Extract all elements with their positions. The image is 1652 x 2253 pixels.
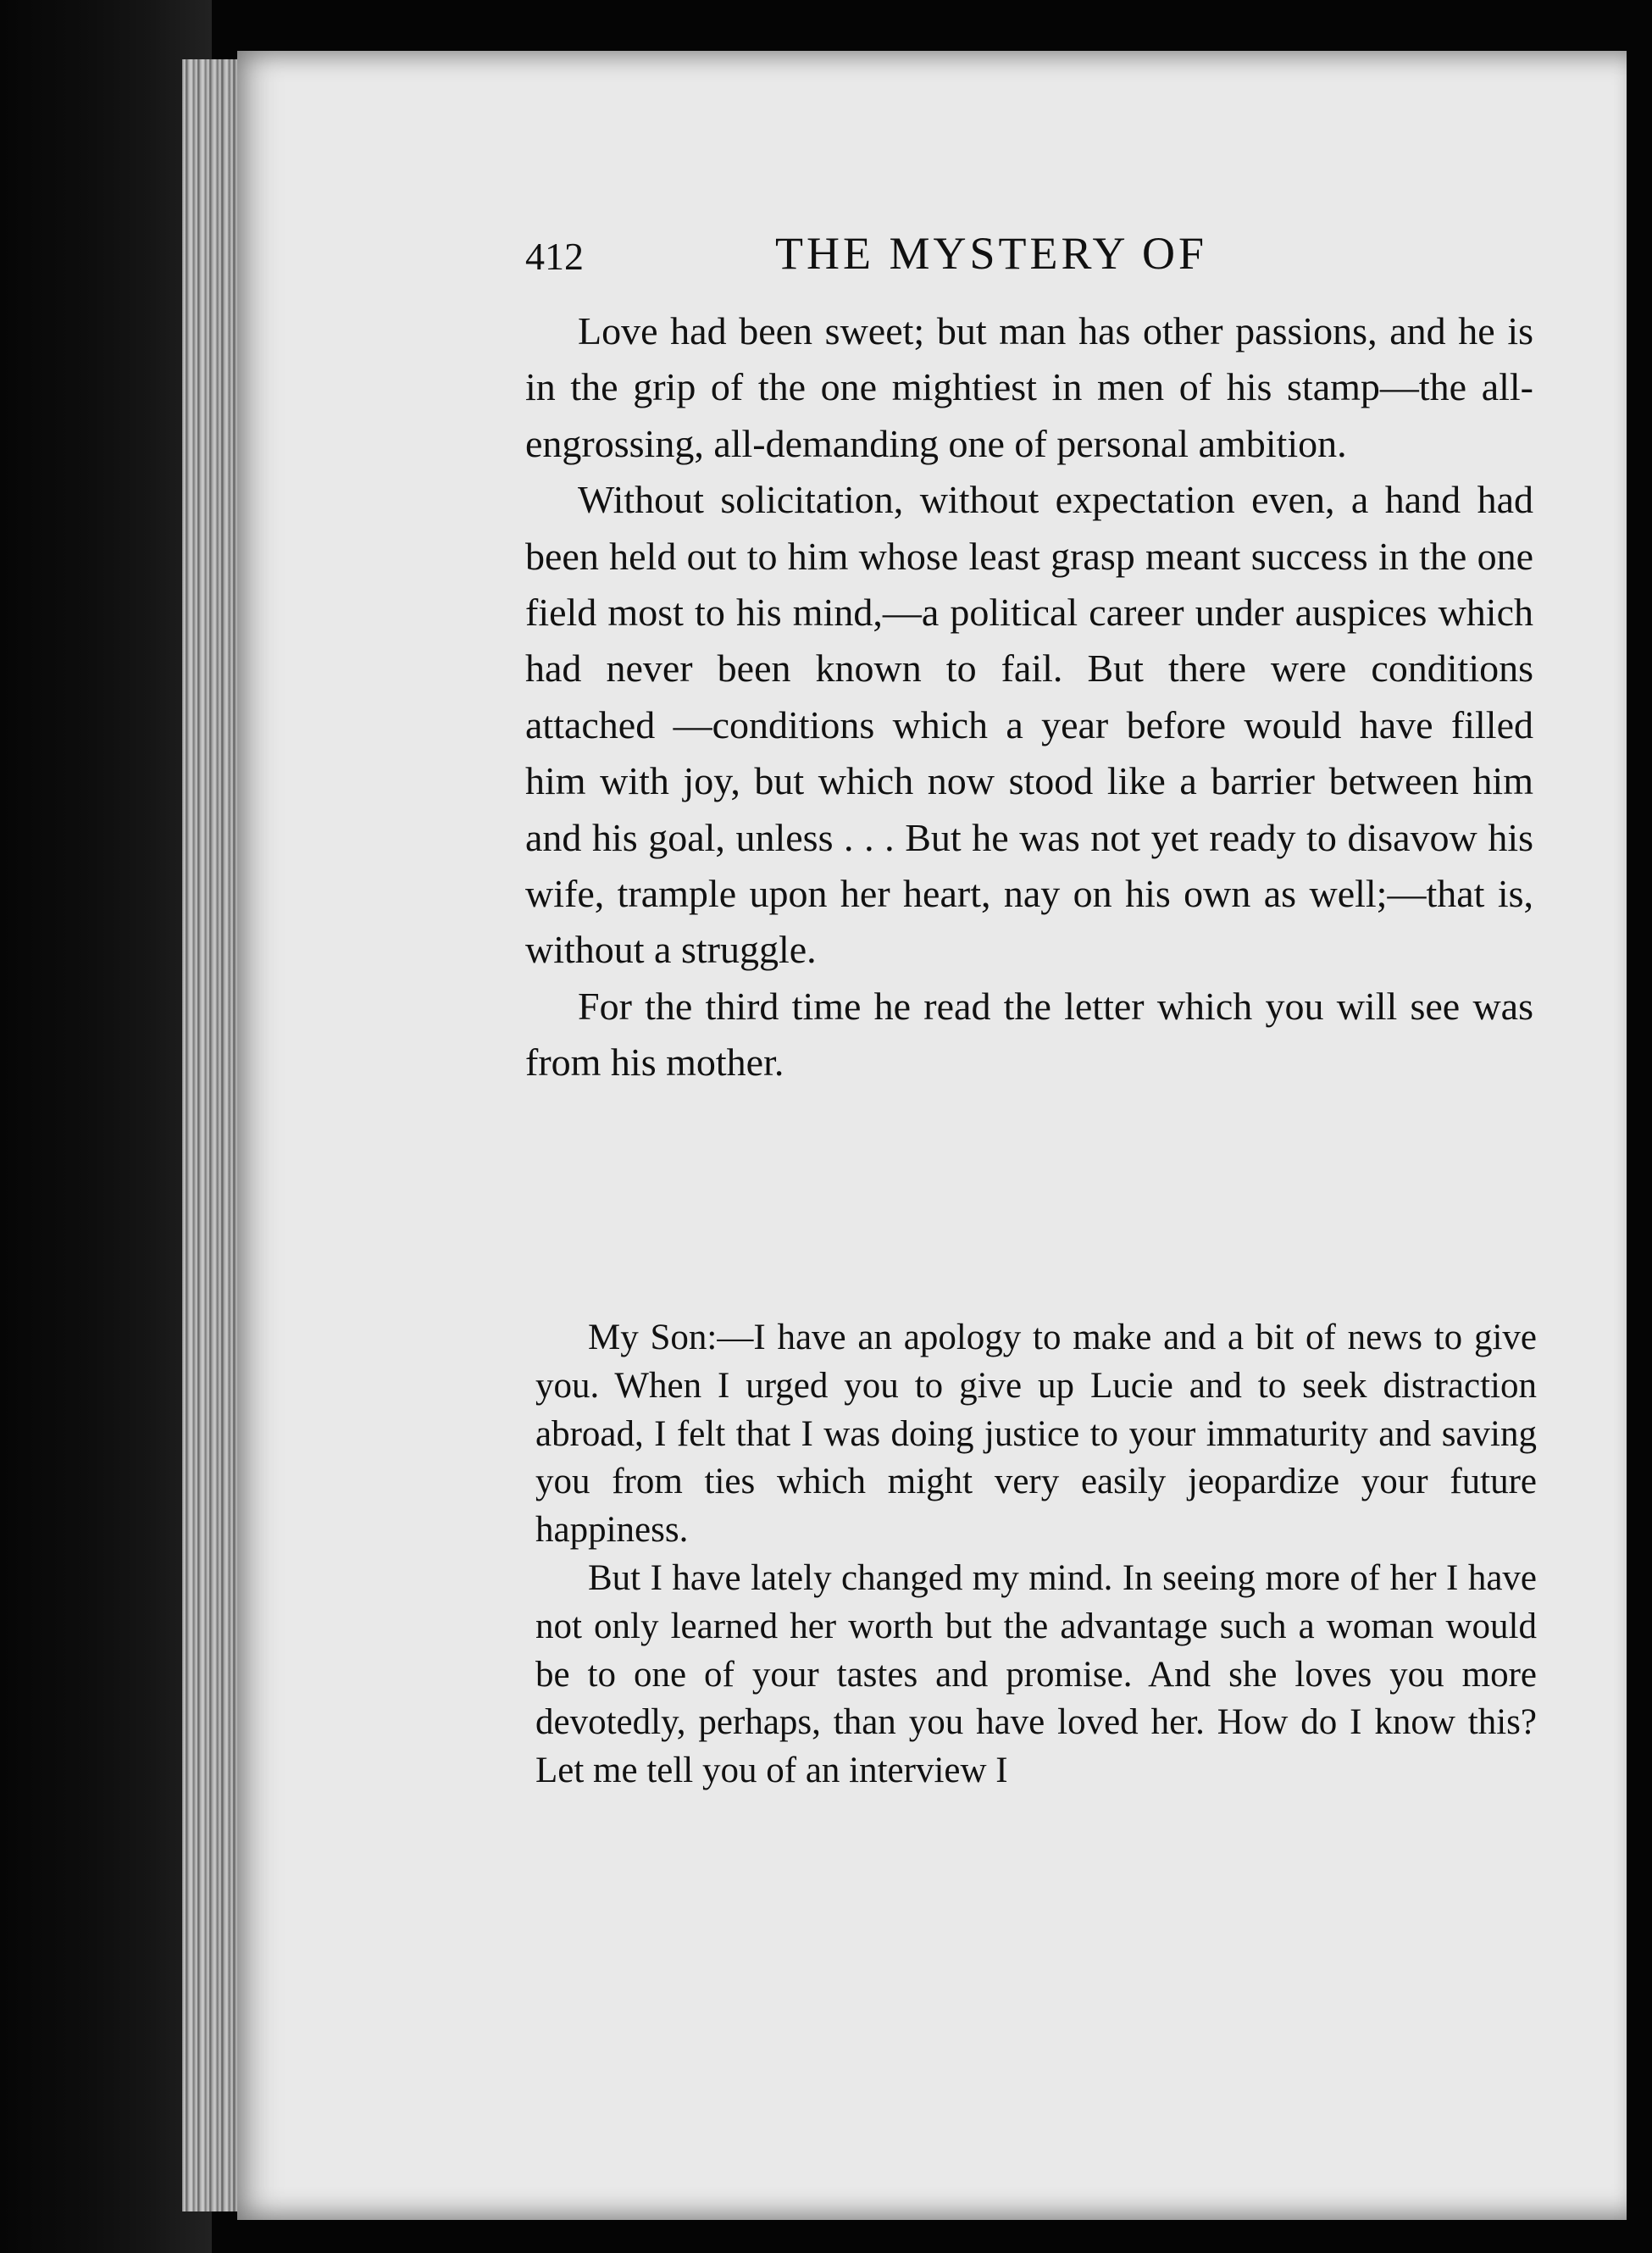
running-title: THE MYSTERY OF: [775, 228, 1208, 279]
paragraph: For the third time he read the letter which you will see was from his mother.: [525, 984, 1533, 1085]
page-number: 412: [525, 235, 584, 278]
letter-paragraph: My Son:—I have an apology to make and a bit of news to give you. When I urged you to give up Lucie and to seek distraction abroad, I felt that I was doing justice to your immaturity and saving you from ties which might very easily jeopardize your future happiness.: [535, 1318, 1537, 1551]
paragraph: Without solicitation, without expectation even, a hand had been held out to him whose least grasp meant success in the one field most to his mind,—a political career under auspices which had never been known to fail. But there were conditions attached —conditions which a year before would have filled him with joy, but which now stood like a barrier between him and his goal, unless . . . But he was not yet ready to disavow his wife, trample upon her heart, nay on his own as well;—that is, without a struggle.: [525, 478, 1533, 972]
narrative-text: [525, 303, 1533, 1091]
paragraph: Love had been sweet; but man has other passions, and he is in the grip of the one mightiest in men of his stamp—the all-engrossing, all-demanding one of personal ambition.: [525, 309, 1533, 465]
book-spine: [0, 0, 212, 2253]
letter-paragraph: But I have lately changed my mind. In seeing more of her I have not only learned her worth but the advantage such a woman would be to one of your tastes and promise. And she loves you more devotedly, perhaps, than you have loved her. How do I know this? Let me tell you of an interview I: [535, 1557, 1537, 1791]
letter-text: [535, 1314, 1537, 1795]
running-head: [525, 227, 1542, 295]
